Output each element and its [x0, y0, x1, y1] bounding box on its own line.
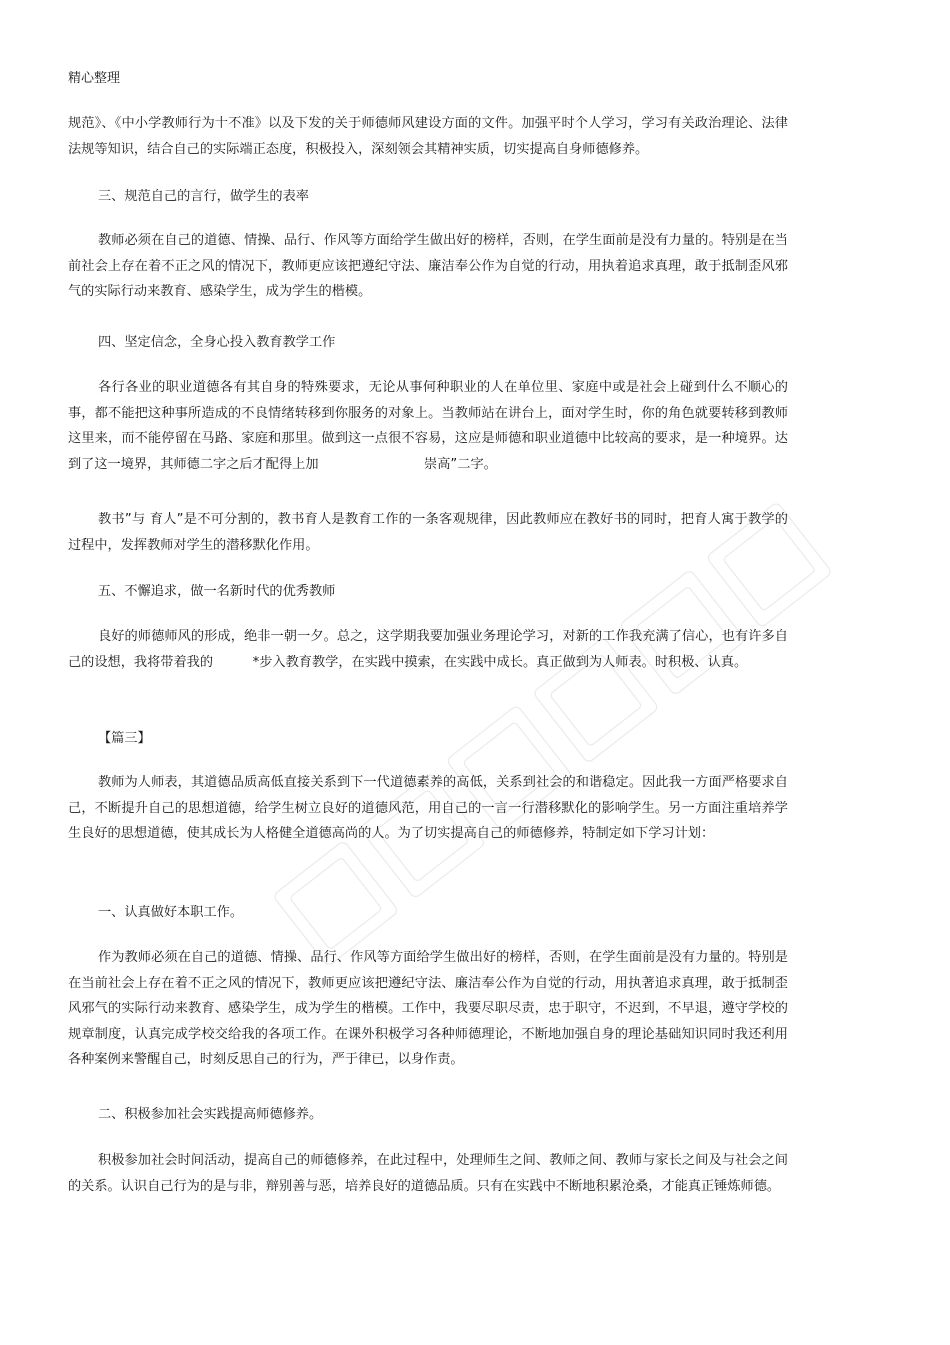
paragraph-1: 规范》、《中小学教师行为十不准》以及下发的关于师德师风建设方面的文件。加强平时个人学习，学习有关政治理论、法律法规等知识，结合自己的实际端正态度，积极投入，深刻领会其精神实质，切实提高自身师德修养。	[68, 116, 788, 157]
heading-2: 二、积极参加社会实践提高师德修养。	[98, 1107, 323, 1122]
paragraph-8: 积极参加社会时间活动，提高自己的师德修养，在此过程中，处理师生之间、教师之间、教师与家长之间及与社会之间的关系。认识自己行为的是与非，辩别善与恶，培养良好的道德品质。只有在实践中不断地积累沧桑，才能真正锤炼师德。	[68, 1153, 788, 1194]
section-title: 【篇三】	[98, 731, 151, 746]
heading-4: 四、坚定信念，全身心投入教育教学工作	[98, 335, 336, 350]
paragraph-3: 各行各业的职业道德各有其自身的特殊要求，无论从事何种职业的人在单位里、家庭中或是社会上碰到什么不顺心的事，都不能把这种事所造成的不良情绪转移到你服务的对象上。当教师站在讲台上，面对学生时，你的角色就要转移到教师这里来，而不能停留在马路、家庭和那里。做到这一点很不容易，这应是师德和职业道德中比较高的要求，是一种境界。达到了这一境界，其师德二字之后才配得上加 崇高”二字。	[68, 380, 788, 472]
heading-1: 一、认真做好本职工作。	[98, 905, 244, 920]
paragraph-2: 教师必须在自己的道德、情操、品行、作风等方面给学生做出好的榜样，否则，在学生面前是没有力量的。特别是在当前社会上存在着不正之风的情况下，教师更应该把遵纪守法、廉洁奉公作为自觉的行动，用执着追求真理，敢于抵制歪风邪气的实际行动来教育、感染学生，成为学生的楷模。	[68, 233, 788, 299]
heading-3: 三、规范自己的言行，做学生的表率	[98, 189, 309, 204]
page-header: 精心整理	[68, 71, 121, 86]
paragraph-4: 教书”与 育人”是不可分割的，教书育人是教育工作的一条客观规律，因此教师应在教好书的同时，把育人寓于教学的过程中，发挥教师对学生的潜移默化作用。	[68, 512, 788, 553]
paragraph-7: 作为教师必须在自己的道德、情操、品行、作风等方面给学生做出好的榜样，否则，在学生面前是没有力量的。特别是在当前社会上存在着不正之风的情况下，教师更应该把遵纪守法、廉洁奉公作为自觉的行动，用执著追求真理，敢于抵制歪风邪气的实际行动来教育、感染学生，成为学生的楷模。工作中，我要尽职尽责，忠于职守，不迟到，不早退，遵守学校的规章制度，认真完成学校交给我的各项工作。在课外积极学习各种师德理论，不断地加强自身的理论基础知识同时我还利用各种案例来警醒自己，时刻反思自己的行为，严于律已，以身作责。	[68, 950, 788, 1067]
paragraph-5: 良好的师德师风的形成，绝非一朝一夕。总之，这学期我要加强业务理论学习，对新的工作我充满了信心，也有许多自己的设想，我将带着我的 *步入教育教学，在实践中摸索，在实践中成长。真正做到为人师表。时积极、认真。	[68, 629, 788, 670]
heading-5: 五、不懈追求，做一名新时代的优秀教师	[98, 584, 336, 599]
paragraph-6: 教师为人师表，其道德品质高低直接关系到下一代道德素养的高低，关系到社会的和谐稳定。因此我一方面严格要求自己，不断提升自己的思想道德，给学生树立良好的道德风范，用自己的一言一行潜移默化的影响学生。另一方面注重培养学生良好的思想道德，使其成长为人格健全道德高尚的人。为了切实提高自己的师德修养，特制定如下学习计划：	[68, 775, 788, 841]
